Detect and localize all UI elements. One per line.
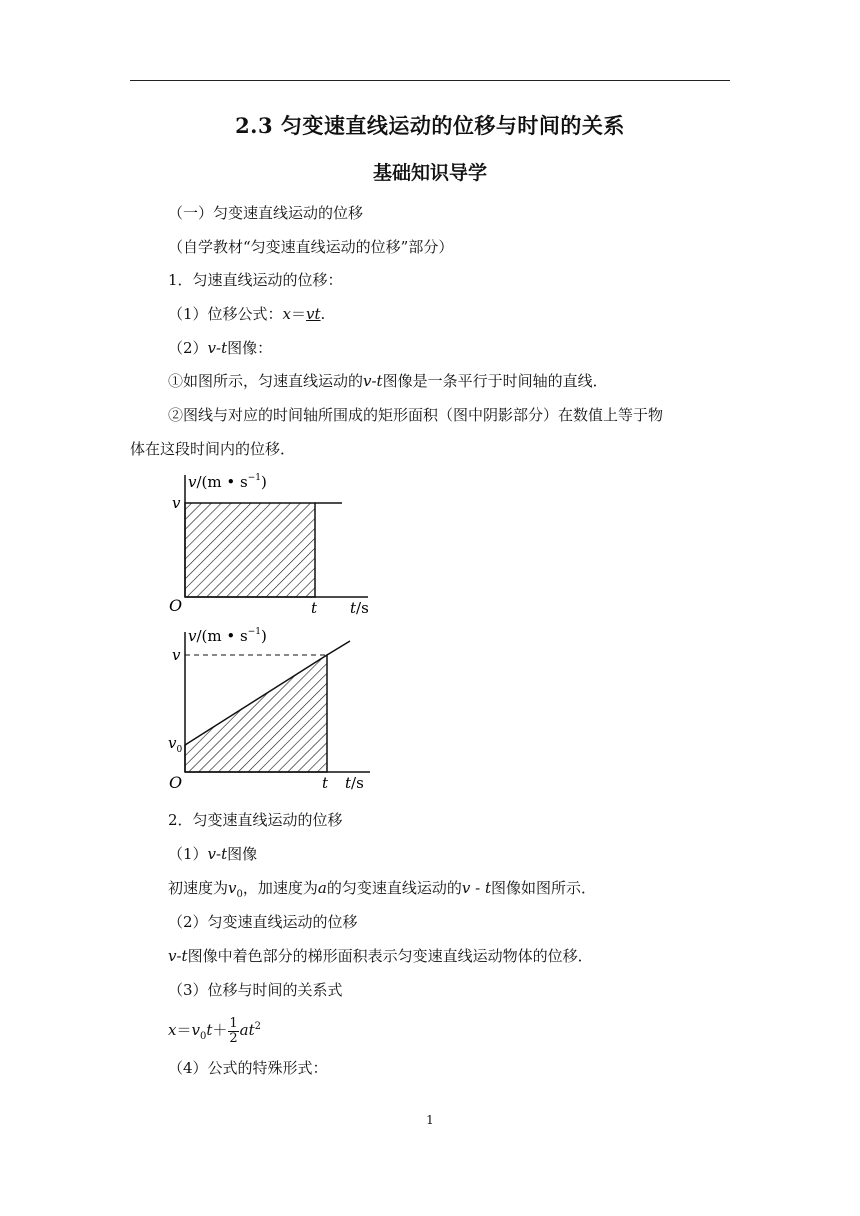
page-title: 2.3 匀变速直线运动的位移与时间的关系 [235,113,625,138]
sec2-item2: 2．匀变速直线运动的位移 [168,811,343,829]
f-v: v [191,1021,200,1039]
point-1-pre: ①如图所示，匀速直线运动的 [168,372,364,390]
vt-heading-vt: v-t [207,339,228,357]
point-1 [168,371,608,391]
f-num: 1 [229,1015,238,1031]
vt-heading-post: 图像： [227,339,273,357]
desc-acc: a [317,879,327,897]
sec2-i1-post: 图像 [227,845,258,863]
half-fraction [228,1017,238,1046]
shaded-area-rectangle [185,503,315,597]
velocity-line-extension [327,641,350,655]
point-2-line-2: 体在这段时间内的位移． [130,440,296,458]
f-v-sub: 0 [199,1031,207,1042]
formula-x: x [282,305,292,323]
sec1-heading: （一）匀变速直线运动的位移 [168,204,364,222]
f-den: 2 [229,1030,238,1046]
displacement-time-formula [168,1010,261,1054]
formula-vt: vt [306,305,321,323]
area-text: 图像中着色部分的梯形面积表示匀变速直线运动物体的位移． [187,947,593,965]
desc-vt: v - t [461,879,491,897]
y-tick-v: v [172,494,181,512]
f-x: x [168,1021,177,1039]
sec2-i2: （2）匀变速直线运动的位移 [168,913,358,931]
desc-c: 的匀变速直线运动的 [326,879,462,897]
f-plus: ＋ [212,1021,228,1039]
x-axis-label: t/s [345,774,364,792]
sec2-i3: （3）位移与时间的关系式 [168,981,343,999]
y-tick-v: v [172,646,181,664]
vt-heading-prefix: （2） [168,339,208,357]
vt-graph-heading [168,338,272,358]
graph-description [168,878,596,905]
sec1-note: （自学教材“匀变速直线运动的位移”部分） [168,238,454,256]
accelerated-motion-vt-graph [160,622,390,794]
shaded-area-trapezoid [185,655,327,772]
formula-eq: ＝ [291,305,307,323]
area-vt: v-t [168,947,188,965]
section-subtitle: 基础知识导学 [372,162,487,184]
desc-a: 初速度为 [168,879,229,897]
y-tick-v0: $v_0$ [168,734,183,755]
uniform-motion-vt-graph [160,465,390,620]
formula-prefix: （1）位移公式： [168,305,283,323]
y-axis-label: v/(m • $s^{-1}$) [188,473,267,491]
origin-label: O [169,596,183,615]
x-tick-t: t [311,599,318,617]
point-1-vt: v-t [363,372,383,390]
area-statement [168,946,593,966]
sec2-i1-vt: v-t [207,845,228,863]
desc-v0: v [228,879,237,897]
desc-v0-sub: 0 [236,889,243,900]
x-tick-t: t [322,774,329,792]
f-t: t [206,1021,213,1039]
sec2-i1-pre: （1） [168,845,208,863]
f-eq: ＝ [176,1021,192,1039]
sec1-item1: 1．匀速直线运动的位移： [168,271,343,289]
header-rule [130,80,730,81]
sec2-i1 [168,844,257,864]
point-1-post: 图像是一条平行于时间轴的直线． [382,372,608,390]
desc-d: 图像如图所示． [490,879,596,897]
formula-end: . [320,305,326,323]
f-exp: 2 [254,1021,262,1032]
desc-b: ，加速度为 [242,879,318,897]
f-at: at [239,1021,255,1039]
page-number: 1 [426,1113,434,1127]
y-axis-label: v/(m • $s^{-1}$) [188,627,267,645]
x-axis-label: t/s [350,599,369,617]
sec2-i4: （4）公式的特殊形式： [168,1059,328,1077]
origin-label: O [169,773,183,792]
displacement-formula-line [168,304,325,324]
point-2-line-1: ②图线与对应的时间轴所围成的矩形面积（图中阴影部分）在数值上等于物 [168,406,664,424]
